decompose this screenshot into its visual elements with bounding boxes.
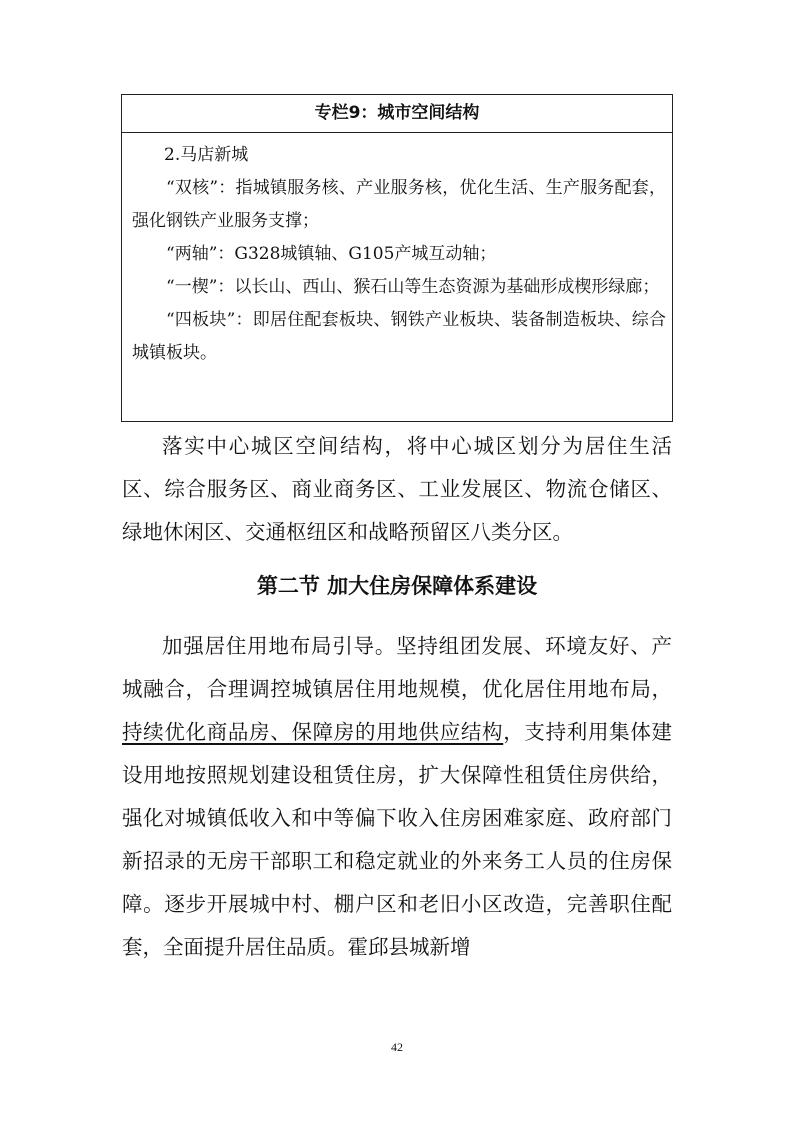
special-column-item: “一楔”：以长山、西山、猴石山等生态资源为基础形成楔形绿廊； — [166, 277, 660, 297]
body-paragraph — [122, 425, 672, 554]
paragraph-text — [122, 625, 672, 969]
underlined-phrase: 持续优化商品房、保障房的用地供应结构 — [122, 720, 504, 744]
section-heading: 第二节 加大住房保障体系建设 — [256, 574, 538, 598]
special-column-box — [121, 94, 673, 422]
special-column-title: 专栏9：城市空间结构 — [122, 95, 672, 133]
special-column-item: “四板块”：即居住配套板块、钢铁产业板块、装备制造板块、综合城镇板块。 — [132, 310, 666, 363]
body-paragraph — [122, 625, 672, 969]
special-column-body — [122, 133, 672, 370]
special-column-item: “双核”：指城镇服务核、产业服务核，优化生活、生产服务配套，强化钢铁产业服务支撑； — [132, 178, 666, 231]
special-column-subtitle: 2.马店新城 — [164, 145, 249, 165]
page-number: 42 — [391, 1040, 403, 1054]
paragraph-text-end: ，支持利用集体建设用地按照规划建设租赁住房，扩大保障性租赁住房供给，强化对城镇低收入和中等偏下收入住房困难家庭、政府部门新招录的无房干部职工和稳定就业的外来务工人员的住房保障。逐步开展城中村、棚户区和老旧小区改造，完善职住配套，全面提升居住品质。霍邱县城新增 — [122, 720, 673, 959]
paragraph-text-start: 加强居住用地布局引导。坚持组团发展、环境友好、产城融合，合理调控城镇居住用地规模，优化居住用地布局， — [122, 634, 672, 701]
special-column-item: “两轴”：G328城镇轴、G105产城互动轴； — [166, 244, 497, 264]
paragraph-text: 落实中心城区空间结构，将中心城区划分为居住生活区、综合服务区、商业商务区、工业发展区、物流仓储区、绿地休闲区、交通枢纽区和战略预留区八类分区。 — [122, 434, 672, 544]
